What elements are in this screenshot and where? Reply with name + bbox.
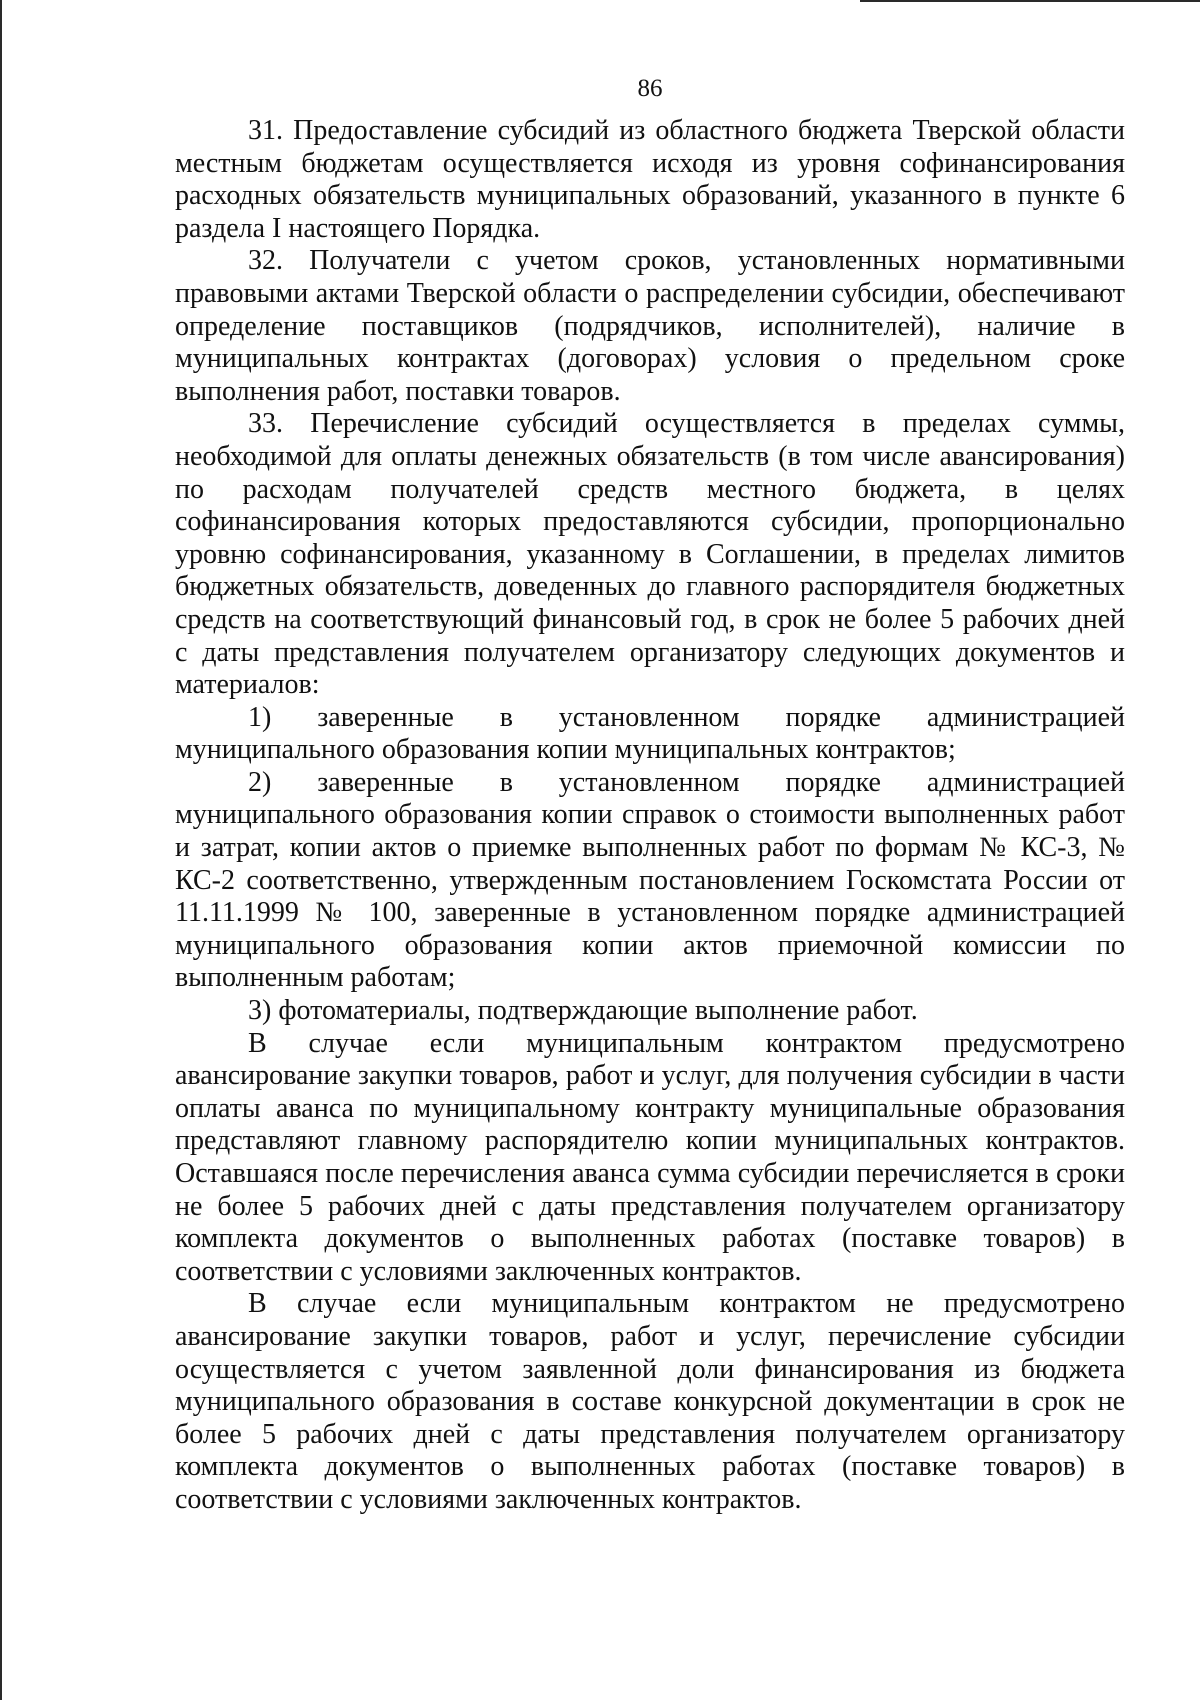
- scan-top-edge: [860, 0, 1200, 2]
- list-item-3: 3) фотоматериалы, подтверждающие выполнение работ.: [248, 995, 918, 1027]
- list-item-1: 1) заверенные в установленном порядке администрацией муниципального образования копии муниципальных контрактов;: [175, 701, 1125, 766]
- paragraph-31: 31. Предоставление субсидий из областного бюджета Тверской области местным бюджетам осуществляется исходя из уровня софинансирования расходных обязательств муниципальных образований, указанного в пункте 6 раздела I настоящего Порядка.: [175, 115, 1125, 244]
- paragraph-33: 33. Перечисление субсидий осуществляется в пределах суммы, необходимой для оплаты денежных обязательств (в том числе авансирования) по расходам получателей средств местного бюджета, в целях софинансирования которых предоставляются субсидии, пропорционально уровню софинансирования, указанному в Соглашении, в пределах лимитов бюджетных обязательств, доведенных до главного распорядителя бюджетных средств на соответствующий финансовый год, в срок не более 5 рабочих дней с даты представления получателем организатору следующих документов и материалов:: [175, 408, 1125, 701]
- paragraph-advance-not-provided: В случае если муниципальным контрактом не предусмотрено авансирование закупки товаров, работ и услуг, перечисление субсидии осуществляется с учетом заявленной доли финансирования из бюджета муниципального образования в составе конкурсной документации в срок не более 5 рабочих дней с даты представления получателем организатору комплекта документов о выполненных работах (поставке товаров) в соответствии с условиями заключенных контрактов.: [175, 1288, 1125, 1515]
- scan-left-edge: [0, 0, 2, 1700]
- paragraph-advance-provided: В случае если муниципальным контрактом предусмотрено авансирование закупки товаров, работ и услуг, для получения субсидии в части оплаты аванса по муниципальному контракту муниципальные образования представляют главному распорядителю копии муниципальных контрактов. Оставшаяся после перечисления аванса сумма субсидии перечисляется в сроки не более 5 рабочих дней с даты представления получателем организатору комплекта документов о выполненных работах (поставке товаров) в соответствии с условиями заключенных контрактов.: [175, 1027, 1125, 1287]
- page-number: 86: [637, 75, 663, 102]
- paragraph-32: 32. Получатели с учетом сроков, установленных нормативными правовыми актами Тверской области о распределении субсидии, обеспечивают определение поставщиков (подрядчиков, исполнителей), наличие в муниципальных контрактах (договорах) условия о предельном сроке выполнения работ, поставки товаров.: [175, 245, 1125, 407]
- list-item-2: 2) заверенные в установленном порядке администрацией муниципального образования копии справок о стоимости выполненных работ и затрат, копии актов о приемке выполненных работ по формам № КС-3, № КС-2 соответственно, утвержденным постановлением Госкомстата России от 11.11.1999 № 100, заверенные в установленном порядке администрацией муниципального образования копии актов приемочной комиссии по выполненным работам;: [175, 766, 1125, 994]
- document-body: [175, 115, 1125, 1517]
